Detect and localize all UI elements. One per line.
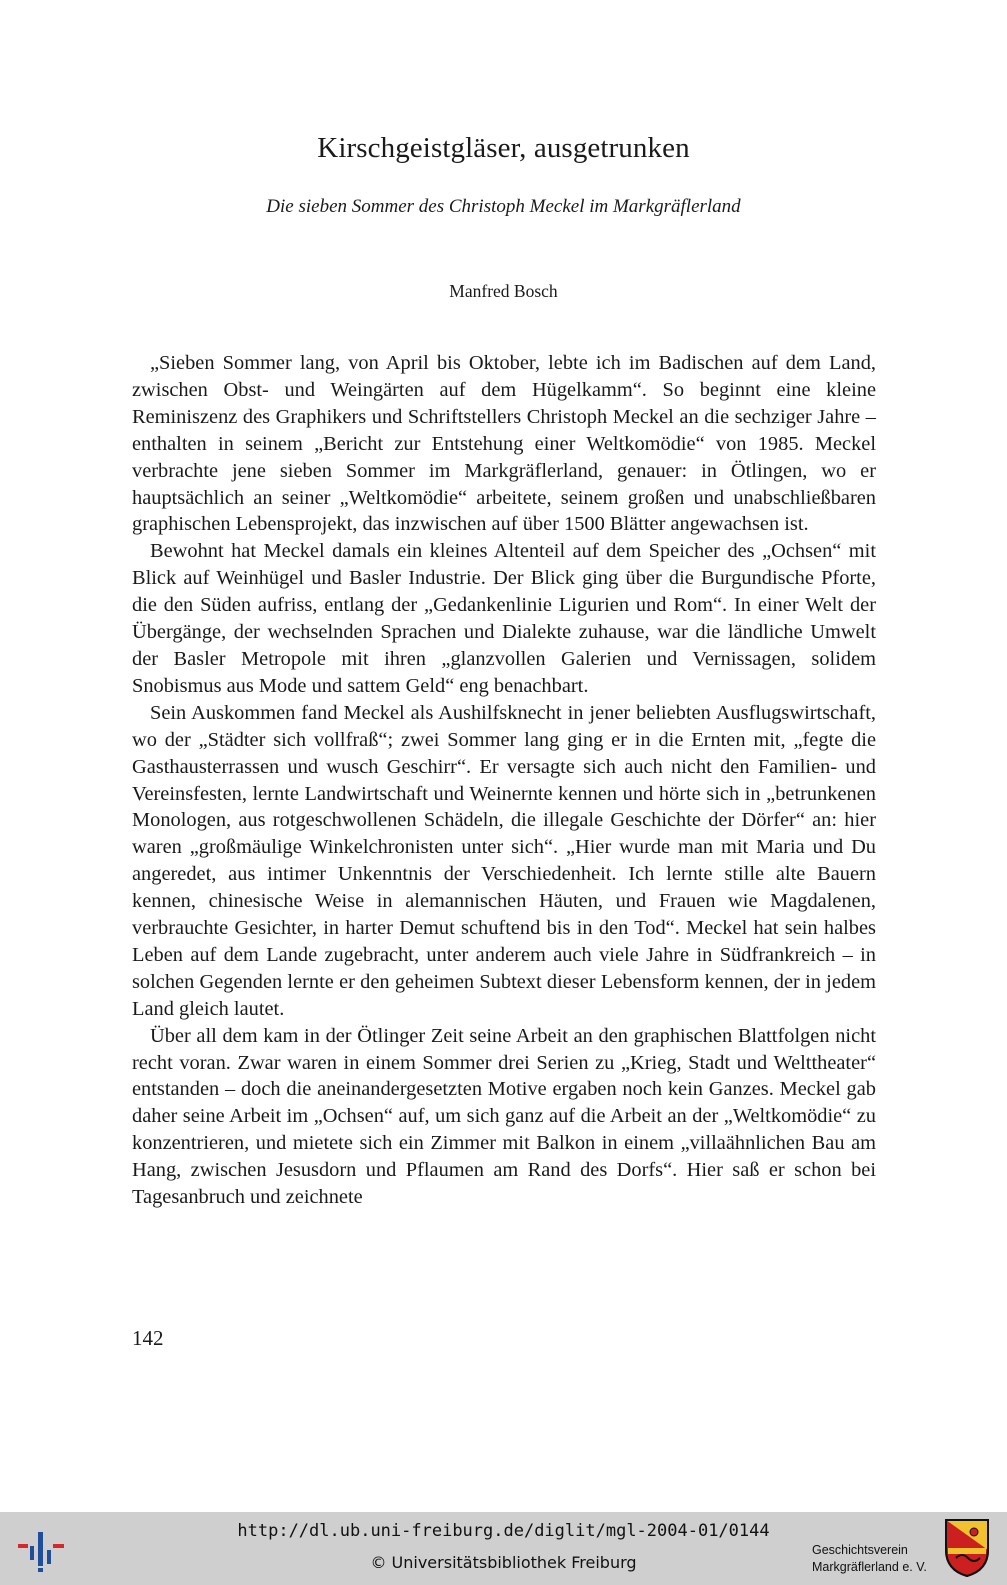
paragraph: Über all dem kam in der Ötlinger Zeit seine Arbeit an den graphischen Blattfolgen nicht recht voran. Zwar waren in einem Sommer drei Serien zu „Krieg, Stadt und Welttheater“ entstanden – doch die aneinandergesetzten Motive ergaben noch kein Ganzes. Meckel gab daher seine Arbeit im „Ochsen“ auf, um sich ganz auf die Arbeit an der „Weltkomödie“ zu konzentrieren, und mietete sich ein Zimmer mit Balkon in einem „villaähnlichen Bau am Hang, zwischen Jesusdorn und Pflaumen am Rand des Dorfs“. Hier saß er schon bei Tagesanbruch und zeichnete (132, 1024, 876, 1209)
viewer-footer (0, 1512, 1007, 1585)
page-number: 142 (132, 1326, 164, 1350)
society-name-line2: Markgräflerland e. V. (812, 1560, 927, 1574)
paragraph: Bewohnt hat Meckel damals ein kleines Altenteil auf dem Speicher des „Ochsen“ mit Blick auf Weinhügel und Basler Industrie. Der Blick ging über die Burgundische Pforte, die den Süden aufriss, entlang der „Gedankenlinie Ligurien und Rom“. In einer Welt der Übergänge, der wechselnden Sprachen und Dialekte zuhause, war die ländliche Umwelt der Basler Metropole mit ihren „glanzvollen Galerien und Vernissagen, solidem Snobismus aus Mode und sattem Geld“ eng benachbart. (132, 540, 876, 697)
article-author: Manfred Bosch (449, 281, 558, 301)
society-name[interactable] (812, 1542, 942, 1576)
copyright-notice: © Universitätsbibliothek Freiburg (370, 1553, 637, 1572)
article-subtitle: Die sieben Sommer des Christoph Meckel im Markgräflerland (266, 196, 741, 217)
article-body (132, 350, 876, 1211)
geschichtsverein-crest-icon[interactable] (944, 1518, 990, 1578)
permalink-url[interactable]: http://dl.ub.uni-freiburg.de/diglit/mgl-2004-01/0144 (237, 1521, 770, 1541)
article-title: Kirschgeistgläser, ausgetrunken (317, 132, 690, 164)
society-name-line1: Geschichtsverein (812, 1543, 908, 1557)
paragraph: „Sieben Sommer lang, von April bis Oktober, lebte ich im Badischen auf dem Land, zwischen Obst- und Weingärten auf dem Hügelkamm“. So beginnt eine kleine Reminiszenz des Graphikers und Schriftstellers Christoph Meckel an die sechziger Jahre – enthalten in seinem „Bericht zur Entstehung einer Weltkomödie“ von 1985. Meckel verbrachte jene sieben Sommer im Markgräflerland, genauer: in Ötlingen, wo er hauptsächlich an seiner „Weltkomödie“ arbeitete, seinem großen und unabschließbaren graphischen Lebensprojekt, das inzwischen auf über 1500 Blätter angewachsen ist. (132, 352, 876, 536)
paragraph: Sein Auskommen fand Meckel als Aushilfsknecht in jener beliebten Ausflugswirtschaft, wo der „Städter sich vollfraß“; zwei Sommer lang ging er in die Ernten mit, „fegte die Gasthausterrassen und wusch Geschirr“. Er versagte sich auch nicht den Familien- und Vereinsfesten, lernte Landwirtschaft und Weinernte kennen und hörte sich in „betrunkenen Monologen, aus rotgeschwollenen Schädeln, die illegale Geschichte der Dörfer“ an: hier waren „großmäulige Winkelchronisten unter sich“. „Hier wurde man mit Maria und Du angeredet, aus intimer Unkenntnis der Verschiedenheit. Ich lernte stille alte Bauern kennen, chinesische Weise in alemannischen Häuten, und Frauen wie Magdalenen, verbrauchte Gesichter, in harter Demut schuftend bis in den Tod“. Meckel hat sein halbes Leben auf dem Lande zugebracht, unter anderem auch viele Jahre in Südfrankreich – in solchen Gegenden lernte er den geheimen Subtext dieser Lebensform kennen, der in jedem Land gleich lautet. (132, 701, 876, 1020)
